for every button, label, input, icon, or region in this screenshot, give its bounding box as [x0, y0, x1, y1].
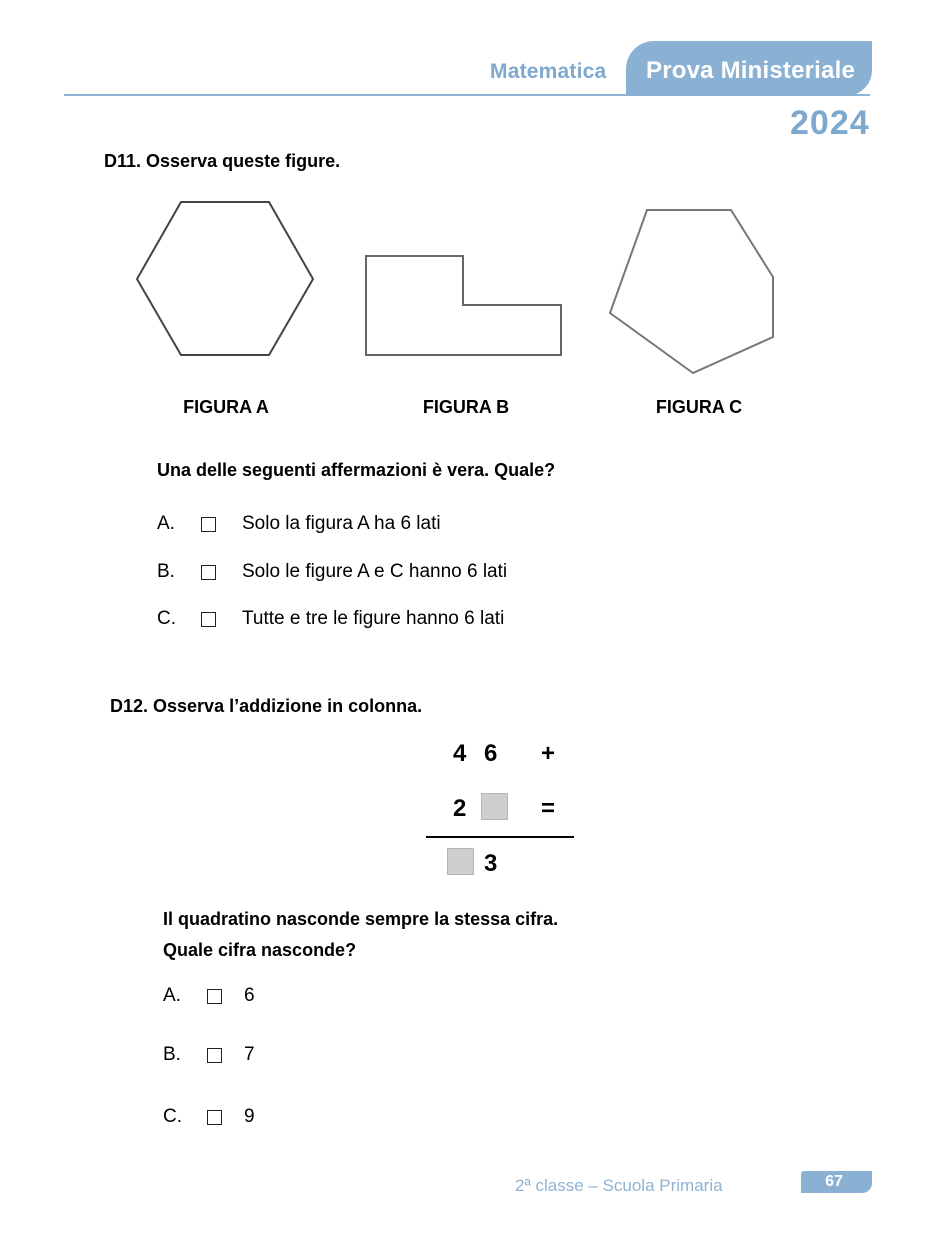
figure-b-shape — [366, 256, 561, 355]
d11-option-a-checkbox[interactable] — [201, 517, 216, 532]
sum-rule — [426, 836, 574, 838]
d11-option-b[interactable] — [157, 561, 507, 583]
option-text: 9 — [244, 1106, 255, 1127]
header-tab-label: Prova Ministeriale — [646, 57, 856, 84]
d11-title: D11. Osserva queste figure. — [104, 151, 341, 171]
row2-tens-digit: 2 — [453, 795, 467, 822]
d12-prompt-line2: Quale cifra nasconde? — [163, 940, 357, 960]
d11-option-b-checkbox[interactable] — [201, 565, 216, 580]
d11-prompt: Una delle seguenti affermazioni è vera. Quale? — [157, 460, 556, 480]
d12-option-a-checkbox[interactable] — [207, 989, 222, 1004]
option-letter: C. — [163, 1106, 182, 1127]
option-text: Solo la figura A ha 6 lati — [242, 513, 441, 534]
plus-operator: + — [541, 740, 556, 767]
figure-a-shape — [137, 202, 313, 355]
option-text: 7 — [244, 1044, 255, 1065]
subject-label: Matematica — [490, 60, 607, 83]
figure-b-label: FIGURA B — [422, 397, 510, 417]
figures-svg — [0, 0, 935, 400]
d12-title: D12. Osserva l’addizione in colonna. — [110, 696, 423, 716]
option-text: Solo le figure A e C hanno 6 lati — [242, 561, 508, 582]
d12-option-b-checkbox[interactable] — [207, 1048, 222, 1063]
row1-units-digit: 6 — [484, 740, 498, 767]
figure-c-label: FIGURA C — [655, 397, 743, 417]
option-letter: A. — [163, 985, 181, 1006]
d12-prompt-line1: Il quadratino nasconde sempre la stessa cifra. — [163, 909, 559, 929]
d12-option-b[interactable] — [163, 1044, 255, 1066]
figure-a-label: FIGURA A — [183, 397, 269, 417]
equals-operator: = — [541, 795, 556, 822]
hidden-digit-box — [447, 848, 474, 875]
d12-option-c[interactable] — [163, 1106, 255, 1128]
option-letter: C. — [157, 608, 176, 629]
d11-option-a[interactable] — [157, 513, 441, 535]
d12-option-a[interactable] — [163, 985, 255, 1007]
d11-option-c-checkbox[interactable] — [201, 612, 216, 627]
option-letter: A. — [157, 513, 175, 534]
footer-class-label: 2ª classe – Scuola Primaria — [515, 1176, 723, 1195]
result-units-digit: 3 — [484, 850, 498, 877]
header-year: 2024 — [790, 104, 870, 142]
hidden-digit-box — [481, 793, 508, 820]
page-number: 67 — [825, 1173, 843, 1190]
d12-option-c-checkbox[interactable] — [207, 1110, 222, 1125]
figure-c-shape — [610, 210, 773, 373]
option-text: 6 — [244, 985, 255, 1006]
option-letter: B. — [163, 1044, 181, 1065]
option-letter: B. — [157, 561, 175, 582]
d11-option-c[interactable] — [157, 608, 504, 630]
option-text: Tutte e tre le figure hanno 6 lati — [242, 608, 505, 629]
row1-tens-digit: 4 — [453, 740, 467, 767]
